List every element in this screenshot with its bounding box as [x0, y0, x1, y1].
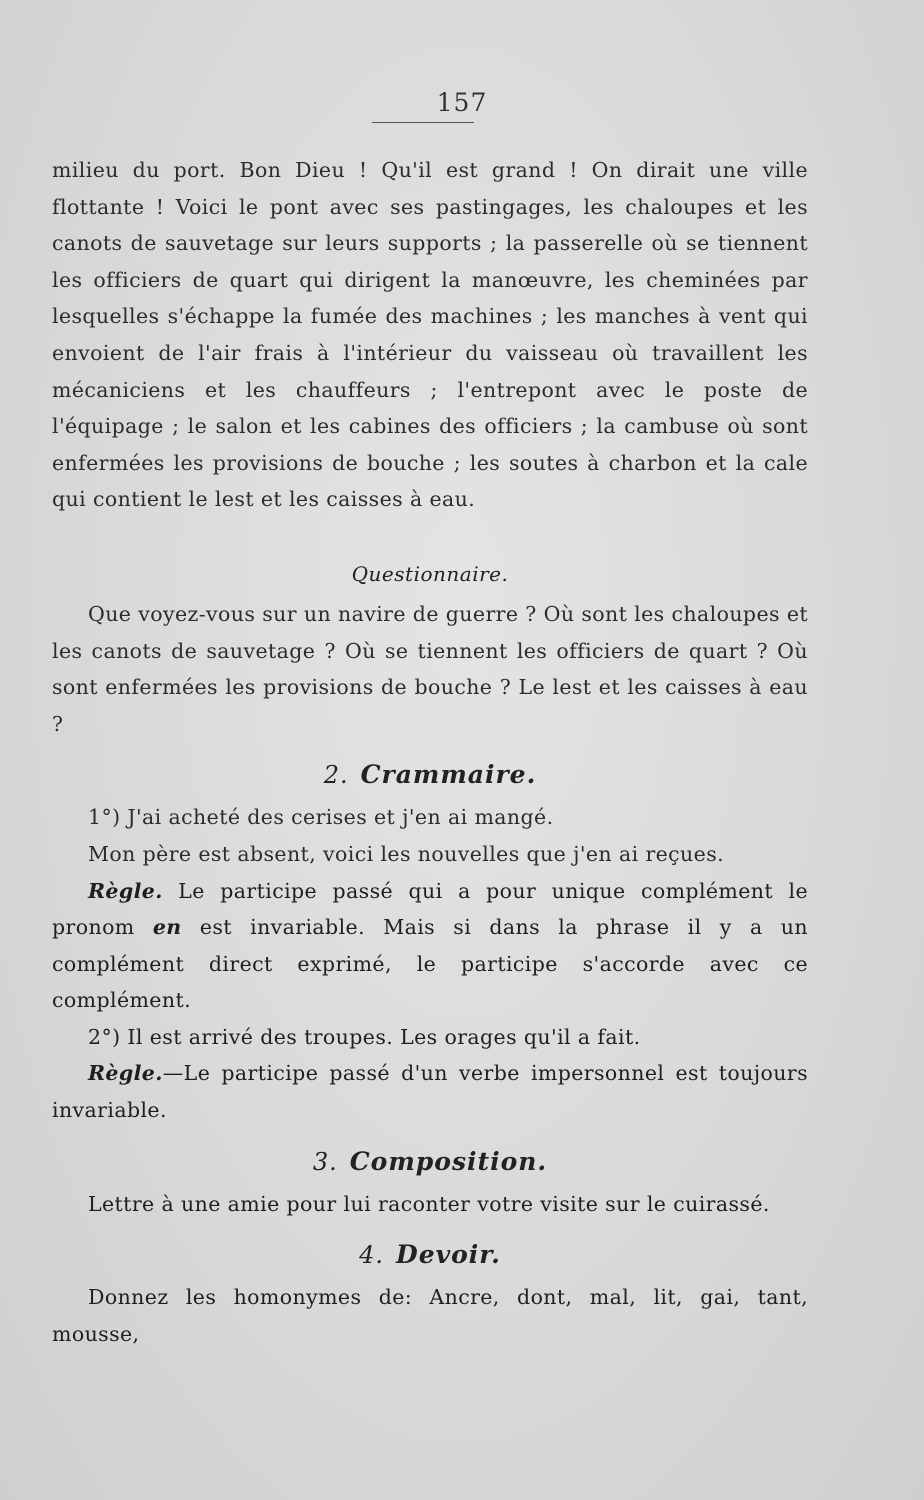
page-number-rule [372, 122, 474, 123]
questionnaire-heading: Questionnaire. [351, 561, 509, 586]
questionnaire-text: Que voyez-vous sur un navire de guerre ? Où sont les chaloupes et les canots de sauvetage ? Où se tiennent les officiers de quart ? Où sont enfermées les provisions de bouche ? Le lest et les caisses à eau ? [52, 601, 808, 736]
rule-1-text-after: est invariable. Mais si dans la phrase il y a un complément direct exprimé, le participe s'accorde avec ce complément. [52, 915, 808, 1013]
grammaire-example-1b: Mon père est absent, voici les nouvelles que j'en ai reçues. [88, 841, 725, 866]
rule-1-pronoun: en [152, 915, 182, 940]
devoir-title: Devoir. [396, 1240, 501, 1270]
devoir-text: Donnez les homonymes de: Ancre, dont, mal, lit, gai, tant, mousse, [52, 1285, 808, 1346]
composition-text: Lettre à une amie pour lui raconter votre visite sur le cuirassé. [88, 1191, 770, 1216]
page-content [52, 152, 808, 1352]
grammaire-rule-2 [52, 1055, 808, 1128]
rule-2-label: Règle. [88, 1061, 163, 1086]
grammaire-example-2: 2°) Il est arrivé des troupes. Les orages qu'il a fait. [88, 1024, 641, 1049]
page-number: 157 [436, 88, 488, 117]
composition-number: 3. [312, 1147, 338, 1176]
composition-heading [52, 1147, 808, 1176]
intro-paragraph: milieu du port. Bon Dieu ! Qu'il est grand ! On dirait une ville flottante ! Voici le pont avec ses pastingages, les chaloupes et les canots de sauvetage sur leurs supports ; la passerelle où se tiennent les officiers de quart qui dirigent la manœuvre, les cheminées par lesquelles s'échappe la fumée des machines ; les manches à vent qui envoient de l'air frais à l'intérieur du vaisseau où travaillent les mécaniciens et les chauffeurs ; l'entrepont avec le poste de l'équipage ; le salon et les cabines des officiers ; la cambuse où sont enfermées les provisions de bouche ; les soutes à charbon et la cale qui contient le lest et les caisses à eau. [52, 158, 808, 512]
rule-2-text: —Le participe passé d'un verbe impersonnel est toujours invariable. [52, 1061, 808, 1123]
composition-title: Composition. [349, 1146, 548, 1176]
rule-1-label: Règle. [88, 878, 163, 903]
rule-1-text-before: Le participe passé qui a pour unique complément le pronom [52, 878, 808, 940]
devoir-number: 4. [359, 1241, 385, 1270]
grammaire-rule-1 [52, 873, 808, 1019]
grammaire-number: 2. [323, 761, 349, 790]
grammaire-example-1a: 1°) J'ai acheté des cerises et j'en ai mangé. [88, 805, 554, 830]
grammaire-heading [52, 760, 808, 789]
grammaire-title: Crammaire. [360, 760, 537, 790]
devoir-heading [52, 1240, 808, 1269]
